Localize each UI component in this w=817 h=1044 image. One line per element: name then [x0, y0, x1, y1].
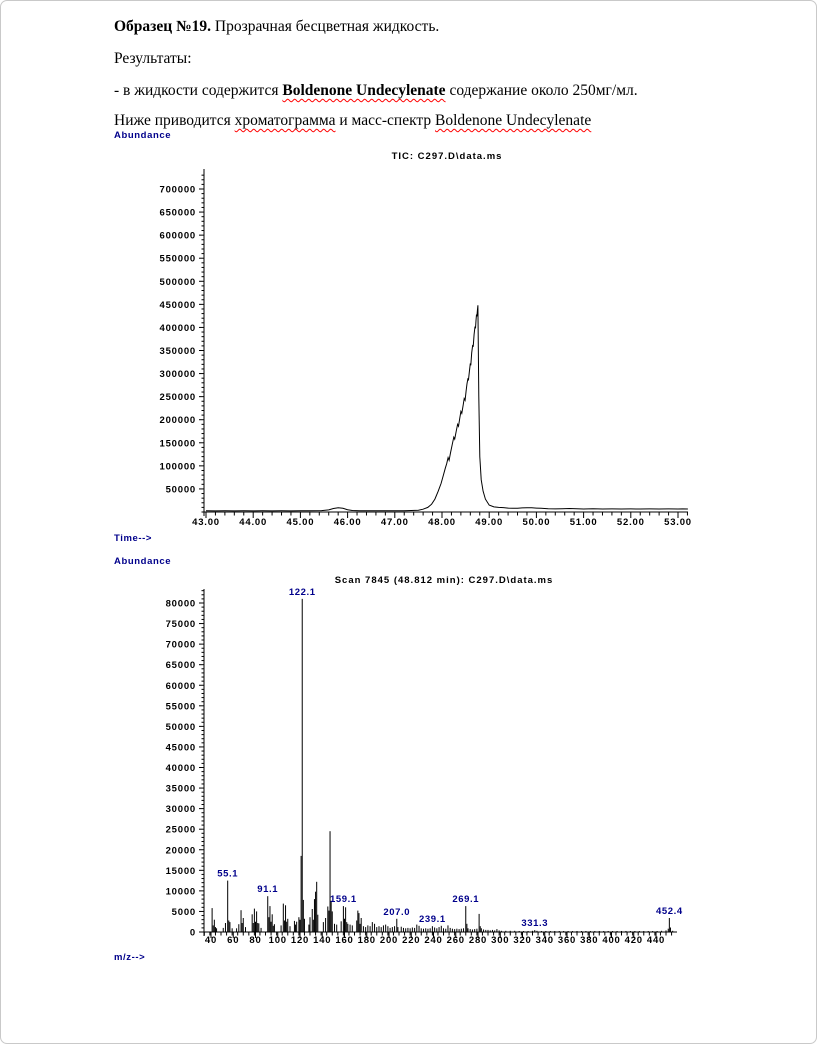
svg-text:360: 360	[557, 935, 577, 946]
svg-text:550000: 550000	[159, 253, 196, 265]
svg-text:Abundance: Abundance	[114, 130, 172, 141]
svg-text:45.00: 45.00	[286, 517, 315, 528]
svg-text:280: 280	[468, 935, 488, 946]
svg-text:25000: 25000	[165, 824, 196, 836]
svg-text:239.1: 239.1	[418, 914, 446, 926]
mass-spectrum-chart	[114, 556, 683, 963]
svg-text:40: 40	[204, 935, 218, 946]
svg-text:60: 60	[227, 935, 240, 946]
substance-name-bold: Boldenone Undecylenate	[282, 82, 446, 99]
svg-text:50000: 50000	[165, 484, 196, 496]
svg-text:91.1: 91.1	[257, 884, 279, 896]
svg-text:160: 160	[335, 935, 354, 946]
svg-text:220: 220	[402, 935, 421, 946]
svg-text:35000: 35000	[165, 783, 196, 795]
svg-text:260: 260	[446, 935, 465, 946]
results-heading-text: Результаты:	[114, 50, 192, 67]
svg-text:331.3: 331.3	[521, 918, 549, 930]
svg-text:50.00: 50.00	[522, 517, 551, 528]
svg-text:44.00: 44.00	[239, 517, 268, 528]
result-post-text: содержание около 250мг/мл.	[445, 82, 638, 99]
chromatogram-word: хроматограмма	[234, 112, 336, 129]
svg-text:Abundance: Abundance	[114, 556, 172, 567]
svg-text:47.00: 47.00	[380, 517, 409, 528]
svg-text:100000: 100000	[159, 461, 196, 473]
svg-text:TIC: C297.D\data.ms: TIC: C297.D\data.ms	[391, 151, 503, 162]
svg-text:180: 180	[357, 935, 376, 946]
svg-text:80: 80	[249, 935, 262, 946]
svg-text:400000: 400000	[159, 322, 196, 334]
svg-text:51.00: 51.00	[569, 517, 598, 528]
svg-text:Scan 7845 (48.812 min): C297.D: Scan 7845 (48.812 min): C297.D\data.ms	[334, 575, 554, 586]
svg-text:60000: 60000	[165, 680, 196, 692]
svg-text:159.1: 159.1	[329, 894, 357, 906]
svg-text:300: 300	[491, 935, 510, 946]
svg-text:75000: 75000	[165, 619, 196, 631]
svg-text:200000: 200000	[159, 415, 196, 427]
svg-text:150000: 150000	[159, 438, 196, 450]
svg-text:650000: 650000	[159, 207, 196, 219]
svg-text:140: 140	[313, 935, 332, 946]
svg-text:500000: 500000	[159, 276, 196, 288]
svg-text:452.4: 452.4	[655, 906, 683, 918]
svg-text:5000: 5000	[171, 906, 196, 918]
svg-text:340: 340	[535, 935, 554, 946]
svg-text:269.1: 269.1	[452, 894, 480, 906]
svg-text:320: 320	[513, 935, 532, 946]
svg-text:55.1: 55.1	[217, 868, 239, 880]
svg-text:420: 420	[624, 935, 643, 946]
svg-text:122.1: 122.1	[288, 586, 316, 598]
sample-description-text: Прозрачная бесцветная жидкость.	[211, 18, 440, 35]
svg-text:450000: 450000	[159, 299, 196, 311]
svg-text:250000: 250000	[159, 392, 196, 404]
svg-text:48.00: 48.00	[428, 517, 456, 528]
svg-text:400: 400	[602, 935, 621, 946]
tic-chromatogram-chart	[114, 130, 692, 544]
svg-text:0: 0	[189, 927, 196, 939]
svg-text:700000: 700000	[159, 184, 196, 196]
substance-name-plain: Boldenone Undecylenate	[435, 112, 592, 129]
svg-text:380: 380	[580, 935, 599, 946]
svg-text:m/z-->: m/z-->	[114, 952, 146, 963]
svg-text:30000: 30000	[165, 804, 196, 816]
svg-text:120: 120	[290, 935, 310, 946]
svg-text:10000: 10000	[165, 886, 196, 898]
svg-text:200: 200	[379, 935, 399, 946]
svg-text:43.00: 43.00	[192, 517, 220, 528]
svg-text:80000: 80000	[165, 598, 196, 610]
svg-text:Time-->: Time-->	[114, 533, 153, 544]
svg-text:350000: 350000	[159, 346, 196, 357]
svg-text:65000: 65000	[165, 660, 196, 672]
svg-text:45000: 45000	[165, 742, 196, 754]
sample-number-text: Образец №19.	[114, 18, 212, 35]
svg-text:20000: 20000	[165, 845, 196, 857]
svg-text:46.00: 46.00	[333, 517, 362, 528]
svg-text:100: 100	[268, 935, 287, 946]
svg-text:300000: 300000	[159, 369, 196, 381]
svg-text:240: 240	[424, 935, 443, 946]
svg-text:15000: 15000	[165, 865, 196, 877]
svg-text:440: 440	[646, 935, 666, 946]
intro-mid-text: и масс-спектр	[335, 112, 436, 129]
svg-text:49.00: 49.00	[475, 517, 504, 528]
svg-text:52.00: 52.00	[616, 517, 645, 528]
svg-text:50000: 50000	[165, 721, 196, 733]
svg-text:600000: 600000	[159, 230, 196, 242]
result-pre-text: - в жидкости содержится	[114, 82, 283, 99]
svg-text:40000: 40000	[165, 763, 196, 774]
svg-text:55000: 55000	[165, 701, 196, 713]
svg-text:70000: 70000	[165, 639, 196, 651]
svg-text:207.0: 207.0	[383, 906, 411, 918]
intro-pre-text: Ниже приводится	[114, 112, 235, 129]
charts-canvas	[1, 1, 817, 1044]
svg-text:53.00: 53.00	[664, 517, 692, 528]
